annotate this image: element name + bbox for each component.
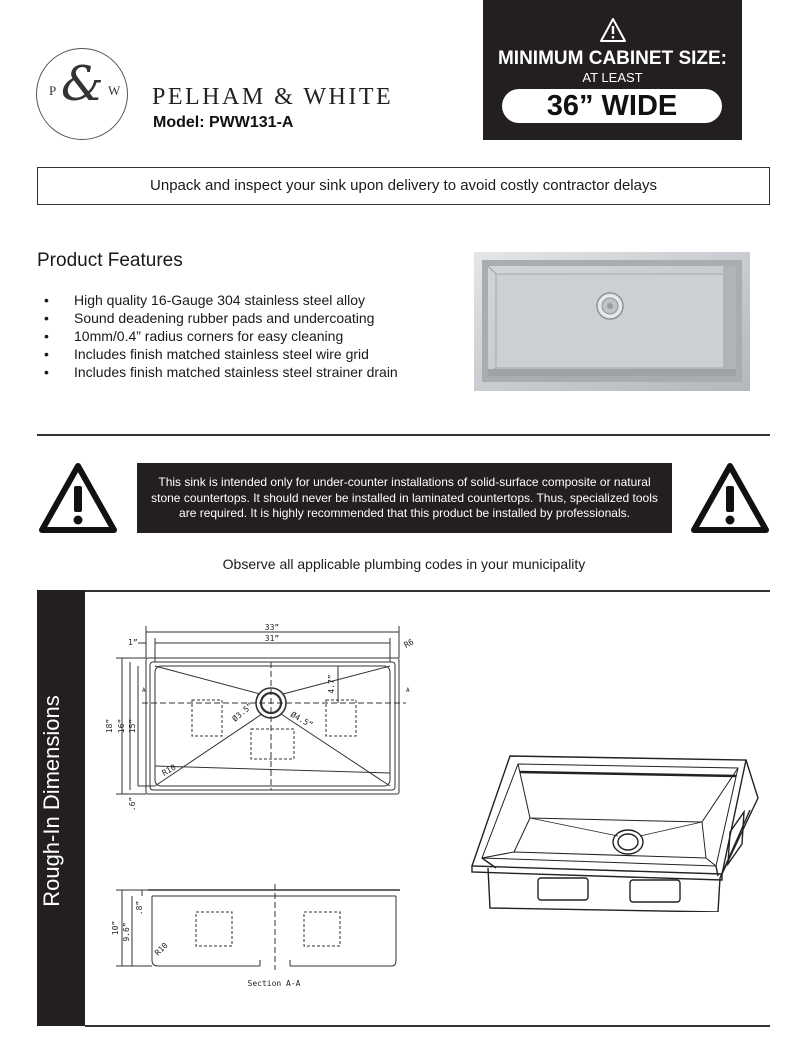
- dim-overall-width: 33”: [264, 623, 280, 632]
- cabinet-size-title: MINIMUM CABINET SIZE:: [497, 48, 728, 69]
- features-title: Product Features: [37, 250, 183, 271]
- section-view-drawing: [100, 880, 410, 996]
- dim-drain-diameter: Ø3.5”: [230, 701, 255, 724]
- dim-drain-offset: 4.7”: [327, 674, 336, 694]
- plumbing-codes-note: Observe all applicable plumbing codes in your municipality: [222, 556, 586, 572]
- isometric-sink-drawing: [468, 752, 768, 912]
- list-item: • Includes finish matched stainless steel wire grid: [44, 346, 369, 362]
- section-divider: [85, 1025, 770, 1027]
- section-divider: [85, 590, 770, 592]
- dim-flange-height: .8”: [135, 900, 144, 916]
- warning-icon: [38, 462, 118, 534]
- dim-drain-outer: Ø4.5”: [289, 709, 315, 730]
- section-marker: A: [142, 687, 146, 694]
- features-list: [44, 291, 398, 381]
- logo-letter-p: P: [49, 83, 57, 98]
- dim-depth-15: 15”: [128, 718, 137, 734]
- dim-depth-18: 18”: [105, 718, 114, 734]
- dim-bowl-depth: 9.6”: [122, 922, 131, 942]
- list-item: • Includes finish matched stainless steel strainer drain: [44, 364, 398, 380]
- cabinet-size-value: 36” WIDE: [502, 89, 722, 123]
- dim-radius-bottom: R10: [160, 762, 178, 778]
- rough-in-title: Rough-In Dimensions: [39, 695, 64, 907]
- dim-depth-16: 16”: [117, 718, 126, 734]
- list-item: • 10mm/0.4” radius corners for easy cleaning: [44, 328, 344, 344]
- warning-icon: [599, 17, 627, 43]
- section-divider: [37, 434, 770, 436]
- dim-height: 10”: [111, 920, 120, 936]
- warning-icon: [690, 462, 770, 534]
- dim-offset: .6”: [128, 796, 137, 812]
- model-number: Model: PWW131-A: [153, 114, 294, 131]
- installation-warning: [137, 463, 672, 533]
- section-marker: A: [406, 687, 410, 694]
- dim-inner-width: 31”: [264, 634, 280, 643]
- cabinet-size-panel: [483, 0, 742, 140]
- delivery-notice: Unpack and inspect your sink upon delivery to avoid costly contractor delays: [37, 167, 770, 205]
- dim-radius-top: R6: [402, 637, 416, 650]
- list-item: • Sound deadening rubber pads and undercoating: [44, 310, 375, 326]
- dim-section-radius: R10: [153, 940, 170, 958]
- sink-photo: [474, 252, 750, 391]
- installation-warning-text: This sink is intended only for under-counter installations of solid-surface composite or natural stone countertops. It should never be installed in laminated countertops. Thus, specialized tools are required. It is highly recommended that this product be installed by professionals.: [151, 475, 658, 520]
- cabinet-size-subtitle: AT LEAST: [582, 70, 643, 85]
- brand-name: PELHAM & WHITE: [152, 84, 394, 110]
- section-label: Section A-A: [247, 979, 301, 988]
- top-view-drawing: [100, 618, 430, 818]
- logo-letter-w: W: [108, 83, 121, 98]
- list-item: • High quality 16-Gauge 304 stainless steel alloy: [44, 292, 366, 308]
- dim-flange: 1”: [128, 638, 138, 647]
- logo-ampersand: &: [61, 56, 104, 112]
